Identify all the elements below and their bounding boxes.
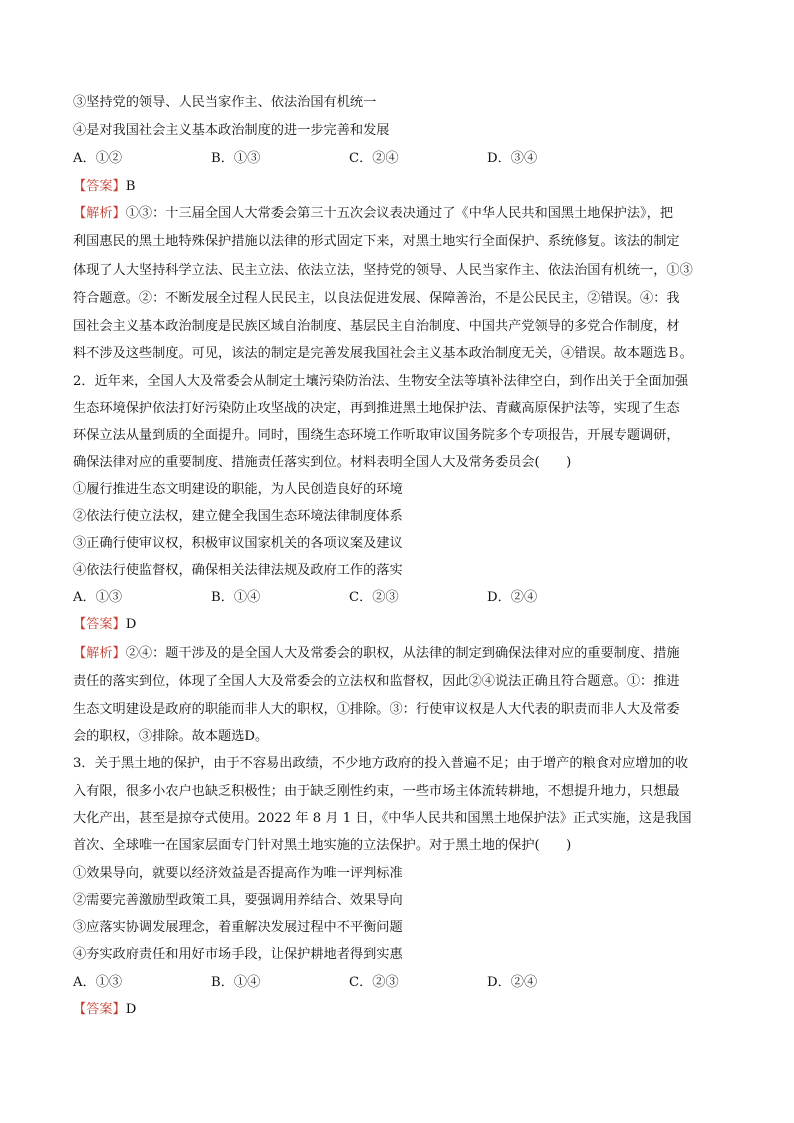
option-a: A．①② [73,151,123,166]
option-b: B．①④ [211,975,261,990]
analysis-line: 国社会主义基本政治制度是民族区域自治制度、基层民主自治制度、中国共产党领导的多党合作制度，材 [73,319,680,334]
statement-2: ②需要完善激励型政策工具，要强调用养结合、效果导向 [73,893,403,908]
option-a: A．①③ [73,975,123,990]
analysis-line: 利国惠民的黑土地特殊保护措施以法律的形式固定下来，对黑土地实行全面保护、系统修复。该法的制定 [73,234,680,249]
statement-1: ①效果导向，就要以经济效益是否提高作为唯一评判标准 [73,866,403,881]
option-d: D．②④ [487,975,538,990]
question-3-stem: 3．关于黑土地的保护，由于不容易出政绩，不少地方政府的投入普遍不足；由于增产的粮食对应增加的收 [73,756,689,771]
options-row [73,151,673,167]
question-3-stem: 大化产出，甚至是掠夺式使用。2022 年 8 月 1 日，《中华人民共和国黑土地保护法》正式实施，这是我国 [73,811,692,826]
question-2-stem: 生态环境保护依法打好污染防止攻坚战的决定，再到推进黑土地保护法、青藏高原保护法等，实现了生态 [73,401,680,416]
answer-line [73,617,725,633]
question-2-stem: 确保法律对应的重要制度、措施责任落实到位。材料表明全国人大及常务委员会( ) [73,455,572,470]
analysis-line: 生态文明建设是政府的职能而非人大的职权，①排除。③：行使审议权是人大代表的职责而非人大及常委 [73,702,680,717]
answer-value: B [125,179,136,194]
statement-4: ④依法行使监督权，确保相关法律法规及政府工作的落实 [73,563,403,578]
analysis-label: 【解析】 [73,646,126,661]
answer-value: D [125,1002,137,1017]
options-row [73,975,673,991]
option-c: C．②④ [349,151,399,166]
answer-line [73,1002,725,1018]
analysis-line: 会的职权，③排除。故本题选D。 [73,729,269,744]
statement-3: ③正确行使审议权，积极审议国家机关的各项议案及建议 [73,536,403,551]
option-b: B．①④ [211,590,261,605]
analysis-line: 体现了人大坚持科学立法、民主立法、依法立法，坚持党的领导、人民当家作主、依法治国有机统一，①③ [73,263,693,278]
option-c: C．②③ [349,975,399,990]
statement-4: ④是对我国社会主义基本政治制度的进一步完善和发展 [73,123,390,138]
answer-label: 【答案】 [73,179,126,194]
option-d: D．③④ [487,151,538,166]
option-a: A．①③ [73,590,123,605]
option-c: C．②③ [349,590,399,605]
option-d: D．②④ [487,590,538,605]
answer-label: 【答案】 [73,1002,126,1017]
analysis-line [73,206,725,222]
question-2-stem: 2．近年来，全国人大及常委会从制定土壤污染防治法、生物安全法等填补法律空白，到作出关于全面加强 [73,374,689,389]
analysis-text: ②④：题干涉及的是全国人大及常委会的职权，从法律的制定到确保法律对应的重要制度、措施 [125,646,680,661]
statement-1: ①履行推进生态文明建设的职能，为人民创造良好的环境 [73,482,403,497]
analysis-line [73,646,725,662]
statement-2: ②依法行使立法权，建立健全我国生态环境法律制度体系 [73,509,403,524]
answer-value: D [125,617,137,632]
answer-label: 【答案】 [73,617,126,632]
statement-3: ③应落实协调发展理念，着重解决发展过程中不平衡问题 [73,920,403,935]
analysis-line: 料不涉及这些制度。可见，该法的制定是完善发展我国社会主义基本政治制度无关，④错误。故本题选Ｂ。 [73,346,693,361]
analysis-line: 责任的落实到位，体现了全国人大及常委会的立法权和监督权，因此②④说法正确且符合题意。①：推进 [73,674,680,689]
analysis-text: ①③：十三届全国人大常委会第三十五次会议表决通过了《中华人民共和国黑土地保护法》，把 [125,206,674,221]
analysis-line: 符合题意。②：不断发展全过程人民民主，以良法促进发展、保障善治，不是公民民主，②错误。④：我 [73,291,680,306]
options-row [73,590,673,606]
question-3-stem: 入有限，很多小农户也缺乏积极性；由于缺乏刚性约束，一些市场主体流转耕地，不想提升地力，只想最 [73,784,680,799]
analysis-label: 【解析】 [73,206,126,221]
option-b: B．①③ [211,151,261,166]
answer-line [73,179,725,195]
question-3-stem: 首次、全球唯一在国家层面专门针对黑土地实施的立法保护。对于黑土地的保护( ) [73,838,572,853]
statement-4: ④夯实政府责任和用好市场手段，让保护耕地者得到实惠 [73,947,403,962]
question-2-stem: 环保立法从量到质的全面提升。同时，围绕生态环境工作听取审议国务院多个专项报告，开展专题调研， [73,428,680,443]
statement-3: ③坚持党的领导、人民当家作主、依法治国有机统一 [73,95,377,110]
